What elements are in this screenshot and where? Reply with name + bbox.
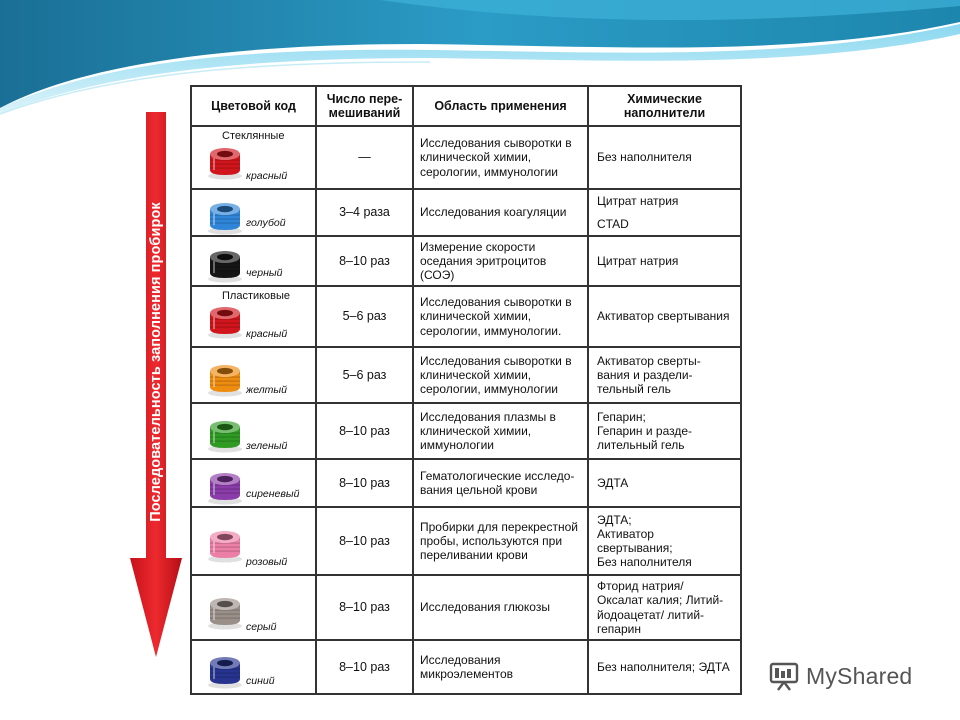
color-cell: [191, 286, 316, 347]
table-row: [191, 575, 741, 640]
chem-text: Активатор свертывания: [597, 309, 730, 324]
table-row: [191, 189, 741, 236]
table-row: [191, 403, 741, 459]
usage-text: Измерение скорости оседания эритроцитов (СОЭ): [413, 236, 588, 286]
tube-cap-icon: [202, 592, 248, 630]
fill-order-label: Последовательность заполнения пробирок: [148, 202, 164, 522]
usage-text: Пробирки для перекрестной пробы, используются при переливании крови: [413, 507, 588, 575]
chem-text: Активатор свертывания;: [597, 526, 673, 555]
chem-cell: [588, 236, 741, 286]
chem-text: Без наполнителя; ЭДТА: [597, 659, 730, 674]
chem-cell: [588, 575, 741, 640]
chem-text: Без наполнителя: [597, 150, 692, 165]
chem-cell: [588, 640, 741, 694]
tube-table: [190, 85, 742, 695]
tube-cap-icon: [202, 301, 248, 339]
group-label-glass: Стеклянные: [222, 130, 285, 142]
header-usage: Область применения: [413, 86, 588, 126]
chem-text: CTAD: [597, 216, 629, 231]
chem-text: Гепарин и разде-лительный гель: [597, 423, 693, 453]
tube-cap-icon: [202, 467, 248, 505]
chem-text: Без наполнителя: [597, 555, 692, 570]
tube-cap-icon: [202, 359, 248, 397]
usage-text: Исследования коагуляции: [413, 189, 588, 236]
color-name: желтый: [246, 383, 287, 396]
table-row: [191, 126, 741, 189]
mix-count: 8–10 раз: [316, 640, 413, 694]
tube-cap-icon: [202, 651, 248, 689]
color-cell: [191, 347, 316, 403]
usage-text: Исследования плазмы в клинической химии, иммунологии: [413, 403, 588, 459]
color-name: розовый: [246, 555, 288, 568]
tube-cap-icon: [202, 415, 248, 453]
mix-count: 8–10 раз: [316, 507, 413, 575]
header-color-code: Цветовой код: [191, 86, 316, 126]
usage-text: Исследования глюкозы: [413, 575, 588, 640]
chem-cell: [588, 126, 741, 189]
color-cell: [191, 507, 316, 575]
table-header-row: [191, 86, 741, 126]
table-row: [191, 236, 741, 286]
chem-cell: [588, 347, 741, 403]
tube-cap-icon: [202, 142, 248, 180]
chem-cell: [588, 286, 741, 347]
header-chem: Химические наполнители: [588, 86, 741, 126]
mix-count: 3–4 раза: [316, 189, 413, 236]
mix-count: —: [316, 126, 413, 189]
color-cell: [191, 126, 316, 189]
color-name: черный: [246, 266, 283, 279]
color-cell: [191, 575, 316, 640]
usage-text: Исследования сыворотки в клинической химии, серологии, иммунологии: [413, 126, 588, 189]
mix-count: 8–10 раз: [316, 403, 413, 459]
tube-cap-icon: [202, 245, 248, 283]
table-row: [191, 347, 741, 403]
color-cell: [191, 640, 316, 694]
logo-text: MyShared: [806, 662, 913, 689]
color-name: красный: [246, 327, 288, 340]
usage-text: Гематологические исследо-вания цельной крови: [413, 459, 588, 507]
color-cell: [191, 236, 316, 286]
chem-cell: [588, 507, 741, 575]
color-cell: [191, 403, 316, 459]
group-label-plastic: Пластиковые: [222, 290, 291, 302]
projector-icon: [768, 660, 800, 692]
usage-text: Исследования сыворотки в клинической химии, серологии, иммунологии: [413, 347, 588, 403]
chem-cell: [588, 459, 741, 507]
usage-text: Исследования сыворотки в клинической химии, серологии, иммунологии.: [413, 286, 588, 347]
table-row: [191, 640, 741, 694]
tube-cap-icon: [202, 197, 248, 235]
table-row: [191, 286, 741, 347]
tube-cap-icon: [202, 525, 248, 563]
mix-count: 5–6 раз: [316, 286, 413, 347]
color-name: синий: [246, 674, 275, 687]
header-mix-count: Число пере-мешиваний: [316, 86, 413, 126]
color-name: голубой: [246, 216, 286, 229]
color-cell: [191, 189, 316, 236]
mix-count: 8–10 раз: [316, 575, 413, 640]
myshared-logo[interactable]: [768, 656, 928, 696]
chem-text: Цитрат натрия: [597, 253, 679, 268]
mix-count: 5–6 раз: [316, 347, 413, 403]
chem-cell: [588, 189, 741, 236]
usage-text: Исследования микроэлементов: [413, 640, 588, 694]
chem-text: Цитрат натрия: [597, 194, 679, 209]
table-row: [191, 507, 741, 575]
table-row: [191, 459, 741, 507]
mix-count: 8–10 раз: [316, 459, 413, 507]
chem-text: Активатор сверты-вания и раздели-тельный гель: [597, 353, 701, 397]
chem-text: Фторид натрия/ Оксалат калия; Литий-йодоацетат/ литий-гепарин: [597, 579, 724, 636]
color-name: сиреневый: [246, 487, 300, 500]
chem-cell: [588, 403, 741, 459]
chem-text: Гепарин;: [597, 409, 646, 424]
chem-text: ЭДТА: [597, 475, 629, 490]
chem-text: ЭДТА;: [597, 512, 632, 527]
color-name: красный: [246, 169, 288, 182]
color-name: серый: [246, 620, 277, 633]
mix-count: 8–10 раз: [316, 236, 413, 286]
color-name: зеленый: [246, 439, 288, 452]
color-cell: [191, 459, 316, 507]
